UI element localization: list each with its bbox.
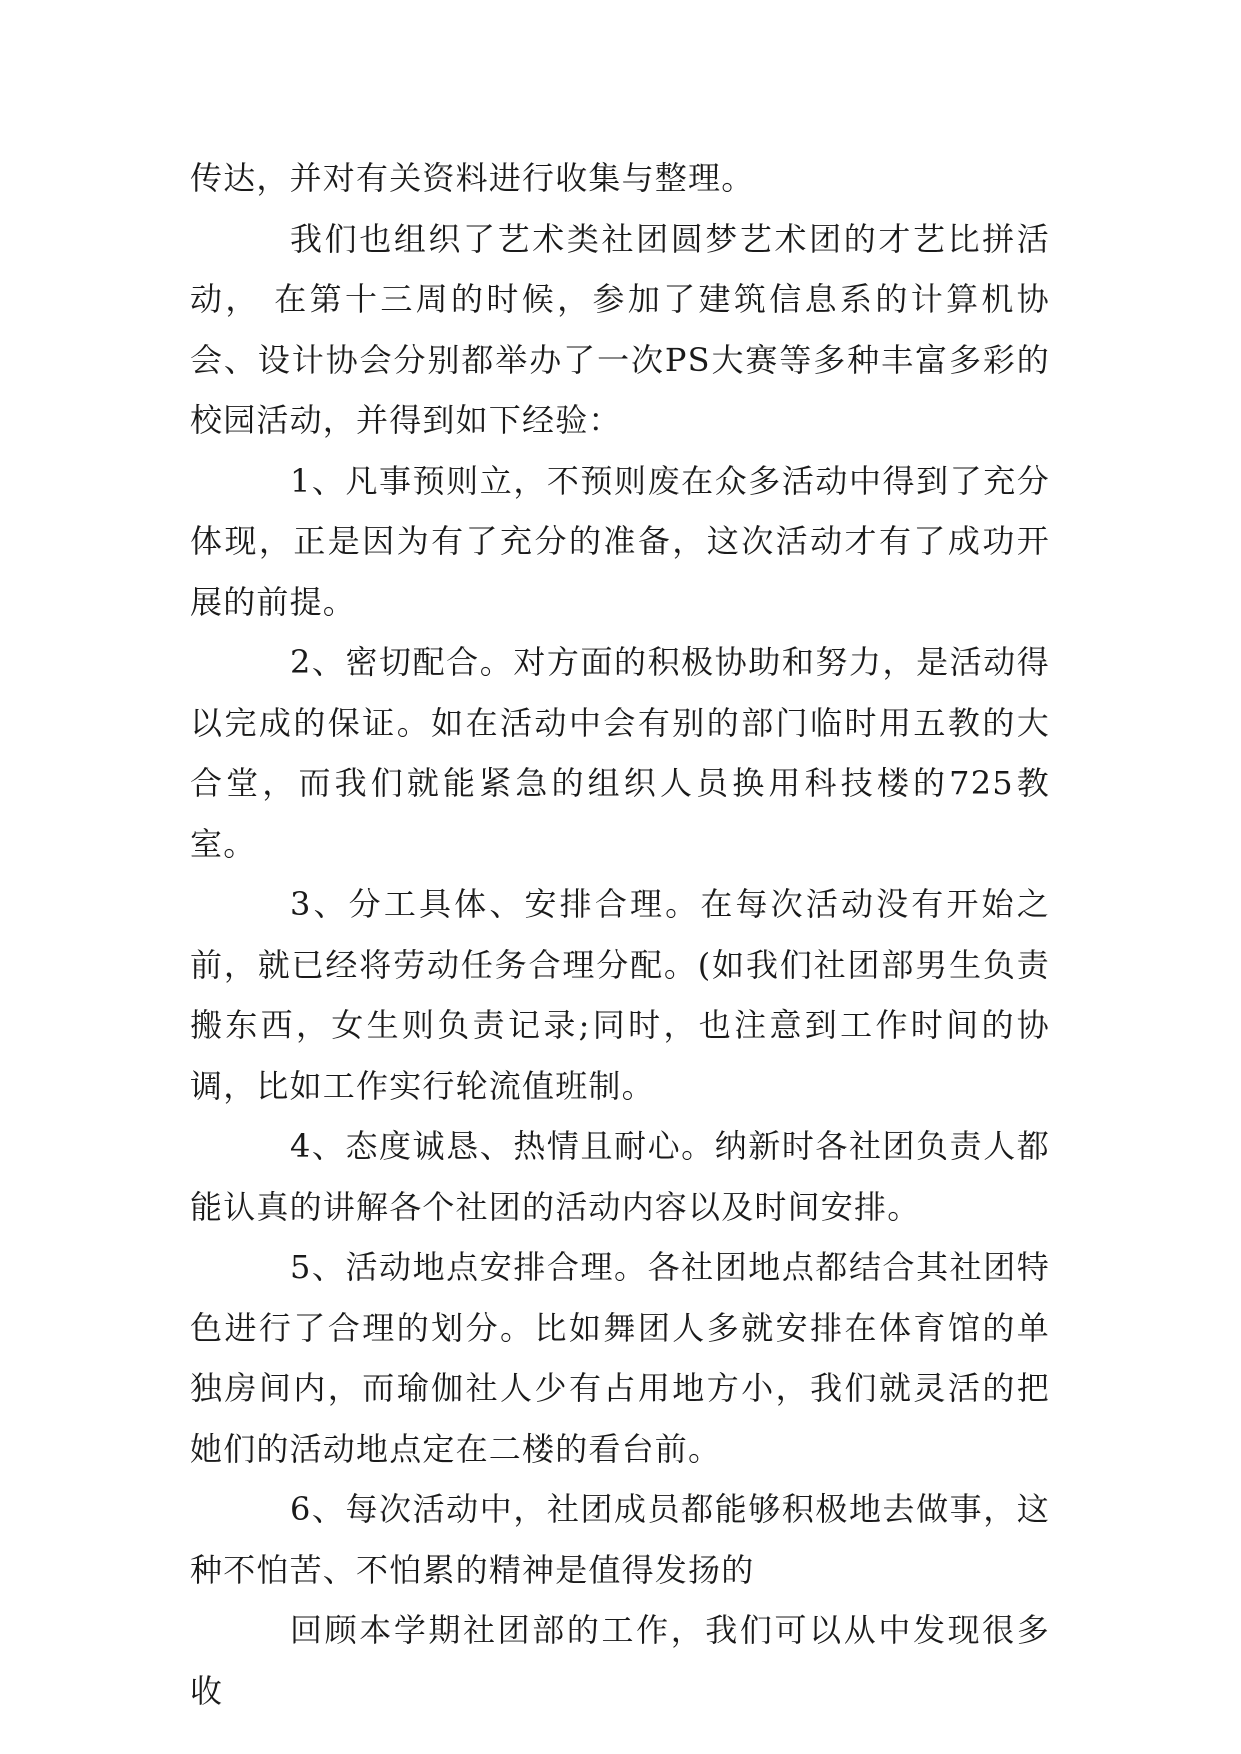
paragraph-experience-6: 6、每次活动中，社团成员都能够积极地去做事，这种不怕苦、不怕累的精神是值得发扬的: [190, 1490, 1050, 1589]
document-body: [190, 148, 1050, 1721]
paragraph-experience-2: 2、密切配合。对方面的积极协助和努力，是活动得以完成的保证。如在活动中会有别的部门临时用五教的大合堂，而我们就能紧急的组织人员换用科技楼的725教室。: [190, 643, 1050, 863]
paragraph-experience-4: 4、态度诚恳、热情且耐心。纳新时各社团负责人都能认真的讲解各个社团的活动内容以及时间安排。: [190, 1127, 1050, 1226]
paragraph-experience-3: 3、分工具体、安排合理。在每次活动没有开始之前，就已经将劳动任务合理分配。(如我们社团部男生负责搬东西，女生则负责记录;同时，也注意到工作时间的协调，比如工作实行轮流值班制。: [190, 885, 1050, 1105]
paragraph-experience-1: 1、凡事预则立，不预则废在众多活动中得到了充分体现，正是因为有了充分的准备，这次活动才有了成功开展的前提。: [190, 461, 1050, 621]
paragraph-activities-intro: 我们也组织了艺术类社团圆梦艺术团的才艺比拼活动， 在第十三周的时候，参加了建筑信息系的计算机协会、设计协会分别都举办了一次PS大赛等多种丰富多彩的校园活动，并得到如下经验：: [190, 219, 1050, 439]
paragraph-experience-5: 5、活动地点安排合理。各社团地点都结合其社团特色进行了合理的划分。比如舞团人多就安排在体育馆的单独房间内，而瑜伽社人少有占用地方小，我们就灵活的把她们的活动地点定在二楼的看台前。: [190, 1248, 1050, 1468]
paragraph-review: 回顾本学期社团部的工作，我们可以从中发现很多收: [190, 1611, 1050, 1710]
paragraph-continuation: 传达，并对有关资料进行收集与整理。: [190, 159, 755, 197]
